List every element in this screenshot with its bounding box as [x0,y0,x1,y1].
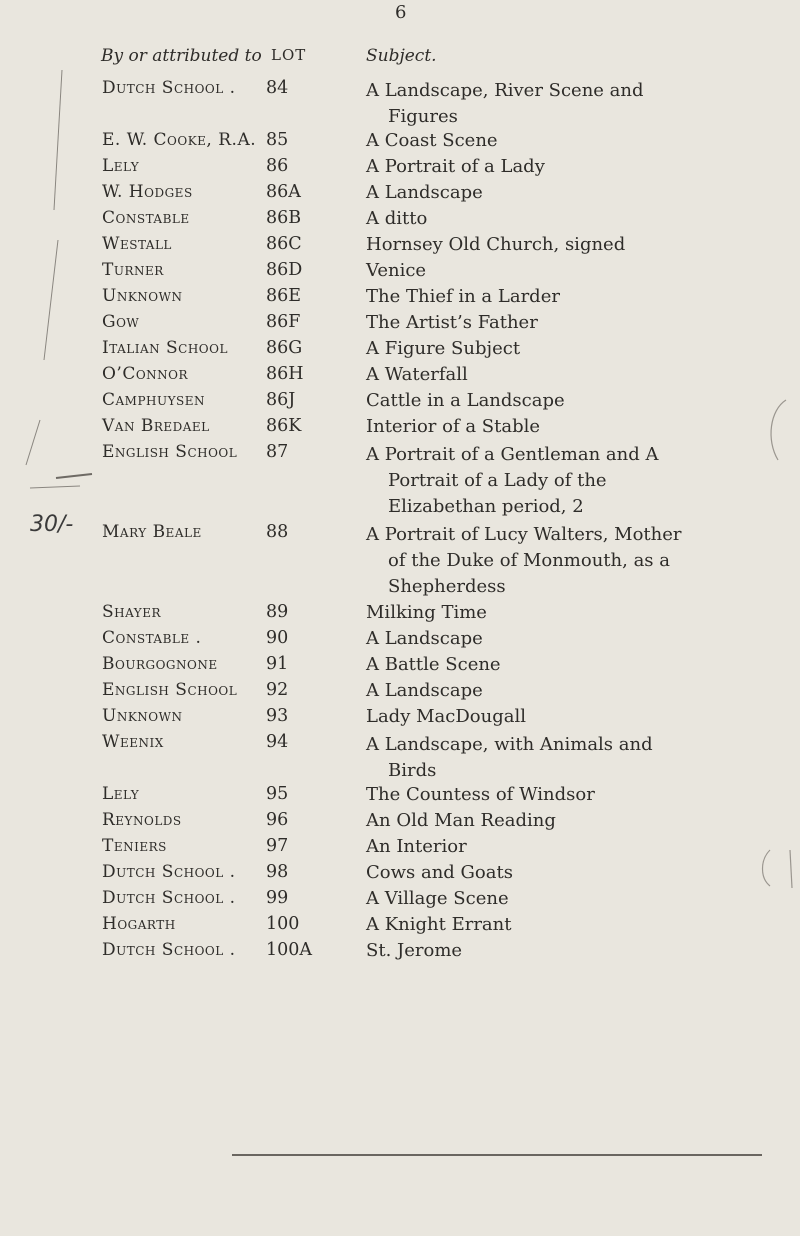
lot-subject: An Interior [366,836,467,857]
lot-subject: A Landscape, with Animals and Birds [366,732,766,784]
lot-subject: Cattle in a Landscape [366,390,565,411]
artist-name: Unknown [102,706,183,726]
artist-name: Lely [102,156,140,176]
artist-name: English School [102,680,238,700]
lot-subject: Venice [366,260,427,281]
lot-entry [0,182,800,208]
artist-name: Dutch School . [102,888,236,908]
lot-number: 95 [266,784,289,804]
lot-number: 85 [266,130,289,150]
artist-name: Reynolds [102,810,182,830]
artist-name: Constable [102,208,190,228]
lot-entry [0,260,800,286]
lot-subject: A Landscape, River Scene and Figures [366,78,766,130]
lot-number: 89 [266,602,289,622]
lot-subject: A Landscape [366,182,483,203]
lot-entry [0,836,800,862]
lot-number: 84 [266,78,289,98]
artist-name: Dutch School . [102,78,236,98]
artist-name: Dutch School . [102,862,236,882]
lot-entry [0,364,800,390]
artist-name: Weenix [102,732,164,752]
lot-entry [0,234,800,260]
lot-number: 100 [266,914,300,934]
lot-entry [0,628,800,654]
lot-number: 86F [266,312,301,332]
artist-name: Van Bredael [102,416,210,436]
lot-subject: Interior of a Stable [366,416,541,437]
lot-subject: A Portrait of a Gentleman and A Portrait of a Lady of the Elizabethan period, 2 [366,442,766,520]
lot-subject: A Portrait of Lucy Walters, Mother of the Duke of Monmouth, as a Shepherdess [366,522,766,600]
lot-entry [0,602,800,628]
lot-number: 99 [266,888,289,908]
lot-number: 86H [266,364,304,384]
lot-entry [0,914,800,940]
lot-subject-continued: Portrait of a Lady of the [388,470,607,491]
lot-number: 86J [266,390,296,410]
column-header-subject: Subject. [366,46,437,66]
lot-subject: A Landscape [366,628,483,649]
artist-name: Italian School [102,338,228,358]
lot-entry [0,522,800,597]
lot-number: 87 [266,442,289,462]
lot-entry [0,940,800,966]
lot-entry [0,130,800,156]
artist-name: English School [102,442,238,462]
lot-subject: Hornsey Old Church, signed [366,234,626,255]
lot-subject: Lady MacDougall [366,706,526,727]
artist-name: Bourgognone [102,654,218,674]
lot-subject-continued: Birds [388,760,437,781]
column-header-artist: By or attributed to [101,46,262,66]
lot-subject: A Portrait of a Lady [366,156,545,177]
artist-name: O’Connor [102,364,189,384]
lot-entry [0,680,800,706]
lot-subject-continued: Elizabethan period, 2 [388,496,584,517]
artist-name: Unknown [102,286,183,306]
lot-entry [0,78,800,127]
artist-name: Camphuysen [102,390,206,410]
lot-number: 86G [266,338,303,358]
page-number: 6 [395,2,407,23]
handwritten-margin-note: 30/- [30,512,74,537]
lot-subject: The Artist’s Father [366,312,538,333]
lot-number: 93 [266,706,289,726]
lot-entry [0,312,800,338]
artist-name: Teniers [102,836,167,856]
lot-entry [0,888,800,914]
lot-subject-continued: Shepherdess [388,576,506,597]
lot-subject: A Knight Errant [366,914,512,935]
lot-number: 91 [266,654,289,674]
lot-entry [0,338,800,364]
lot-number: 86D [266,260,303,280]
lot-number: 97 [266,836,289,856]
lot-subject: A Battle Scene [366,654,501,675]
artist-name: Mary Beale [102,522,202,542]
lot-subject: A Landscape [366,680,483,701]
lot-subject: A Coast Scene [366,130,498,151]
lot-subject: A Waterfall [366,364,468,385]
lot-subject: Cows and Goats [366,862,513,883]
artist-name: Hogarth [102,914,176,934]
artist-name: Westall [102,234,172,254]
lot-entry [0,156,800,182]
lot-number: 86E [266,286,302,306]
lot-entry [0,862,800,888]
artist-name: Dutch School . [102,940,236,960]
lot-entry [0,286,800,312]
lot-entry [0,416,800,442]
lot-number: 100A [266,940,313,960]
lot-entry [0,732,800,781]
lot-number: 86 [266,156,289,176]
lot-number: 86C [266,234,302,254]
lot-entry [0,654,800,680]
lot-number: 86B [266,208,302,228]
lot-subject-continued: of the Duke of Monmouth, as a [388,550,670,571]
artist-name: Shayer [102,602,162,622]
column-header-lot: LOT [271,46,307,64]
lot-number: 92 [266,680,289,700]
lot-subject: A Figure Subject [366,338,521,359]
lot-subject: An Old Man Reading [366,810,556,831]
artist-name: W. Hodges [102,182,193,202]
lot-subject: A Village Scene [366,888,509,909]
lot-entry [0,784,800,810]
artist-name: E. W. Cooke, R.A. [102,130,257,150]
lot-number: 86K [266,416,302,436]
lot-subject: St. Jerome [366,940,463,961]
lot-entry [0,706,800,732]
artist-name: Lely [102,784,140,804]
artist-name: Turner [102,260,164,280]
lot-entry [0,208,800,234]
lot-entry [0,390,800,416]
bottom-rule [232,1154,762,1156]
lot-subject: The Thief in a Larder [366,286,560,307]
lot-number: 94 [266,732,289,752]
lot-number: 90 [266,628,289,648]
lot-subject: Milking Time [366,602,487,623]
lot-entry [0,442,800,517]
lot-subject-continued: Figures [388,106,458,127]
lot-number: 98 [266,862,289,882]
lot-subject: A ditto [366,208,428,229]
lot-number: 88 [266,522,289,542]
lot-subject: The Countess of Windsor [366,784,595,805]
lot-number: 86A [266,182,301,202]
lot-number: 96 [266,810,289,830]
artist-name: Gow [102,312,140,332]
artist-name: Constable . [102,628,202,648]
lot-entry [0,810,800,836]
